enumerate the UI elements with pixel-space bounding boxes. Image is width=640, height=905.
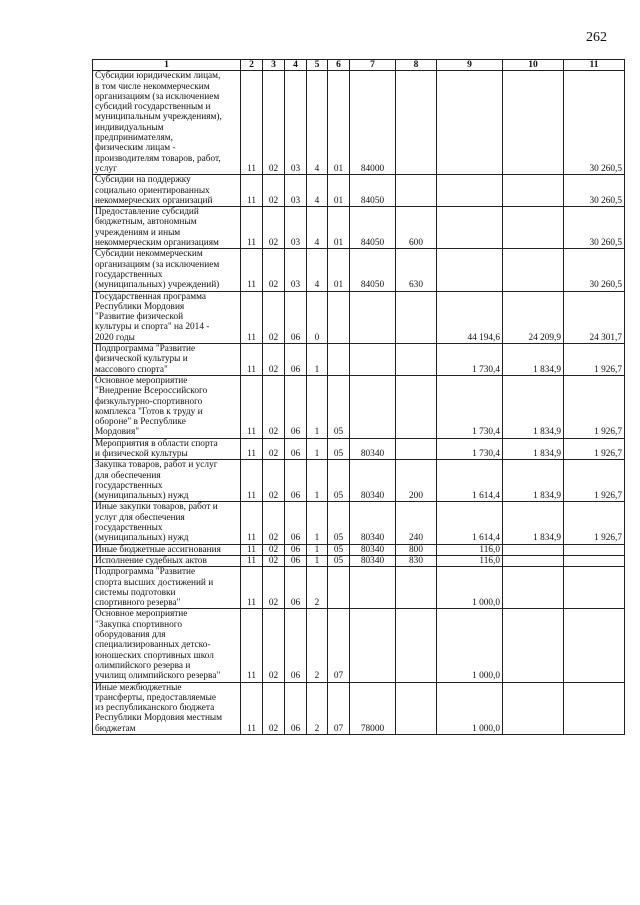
cell-col-7: 84050 [350, 175, 396, 207]
cell-col-7: 80340 [350, 544, 396, 555]
cell-col-8 [396, 567, 437, 609]
row-name-cell: Основное мероприятие "Закупка спортивного оборудования для специализированных детско- юношеских спортивных школ олимпийского резерва и училищ олимпийского резерва" [93, 609, 241, 682]
table-row [93, 249, 625, 291]
cell-col-4: 06 [285, 609, 307, 682]
column-header-4: 4 [285, 60, 307, 71]
cell-col-3: 02 [263, 71, 285, 175]
cell-col-8 [396, 291, 437, 343]
cell-col-11 [564, 555, 625, 566]
cell-col-5: 1 [307, 344, 328, 376]
cell-col-6: 01 [328, 249, 350, 291]
row-name-cell: Основное мероприятие "Внедрение Всероссийского физкультурно-спортивного комплекса "Готов к труду и обороне" в Республике Мордовия" [93, 375, 241, 438]
cell-col-7: 78000 [350, 682, 396, 734]
row-name-cell: Государственная программа Республики Мордовия "Развитие физической культуры и спорта" на 2014 - 2020 годы [93, 291, 241, 343]
cell-col-9: 1 000,0 [437, 682, 503, 734]
table-row [93, 175, 625, 207]
cell-col-6: 07 [328, 682, 350, 734]
cell-col-5: 1 [307, 375, 328, 438]
row-name-cell: Иные закупки товаров, работ и услуг для обеспечения государственных (муниципальных) нужд [93, 502, 241, 544]
column-header-7: 7 [350, 60, 396, 71]
cell-col-10 [503, 207, 564, 249]
cell-col-7 [350, 609, 396, 682]
cell-col-5: 2 [307, 682, 328, 734]
column-header-3: 3 [263, 60, 285, 71]
cell-col-3: 02 [263, 609, 285, 682]
cell-col-3: 02 [263, 502, 285, 544]
cell-col-4: 06 [285, 682, 307, 734]
cell-col-11 [564, 567, 625, 609]
cell-col-4: 06 [285, 460, 307, 502]
cell-col-8 [396, 71, 437, 175]
cell-col-4: 06 [285, 344, 307, 376]
cell-col-9: 1 730,4 [437, 375, 503, 438]
cell-col-2: 11 [241, 460, 263, 502]
cell-col-11 [564, 609, 625, 682]
cell-col-10: 1 834,9 [503, 460, 564, 502]
cell-col-2: 11 [241, 344, 263, 376]
cell-col-3: 02 [263, 555, 285, 566]
table-row [93, 344, 625, 376]
cell-col-8: 800 [396, 544, 437, 555]
cell-col-3: 02 [263, 682, 285, 734]
cell-col-11: 30 260,5 [564, 207, 625, 249]
cell-col-5: 1 [307, 460, 328, 502]
cell-col-2: 11 [241, 567, 263, 609]
cell-col-10 [503, 555, 564, 566]
column-header-6: 6 [328, 60, 350, 71]
cell-col-3: 02 [263, 207, 285, 249]
table-row [93, 291, 625, 343]
cell-col-8 [396, 682, 437, 734]
cell-col-5: 4 [307, 249, 328, 291]
cell-col-10: 1 834,9 [503, 502, 564, 544]
cell-col-11: 1 926,7 [564, 344, 625, 376]
cell-col-10 [503, 249, 564, 291]
budget-table [92, 59, 625, 735]
cell-col-3: 02 [263, 375, 285, 438]
cell-col-6: 07 [328, 609, 350, 682]
cell-col-5: 4 [307, 71, 328, 175]
column-header-1: 1 [93, 60, 241, 71]
cell-col-5: 1 [307, 438, 328, 460]
cell-col-9: 1 000,0 [437, 609, 503, 682]
cell-col-7: 80340 [350, 555, 396, 566]
cell-col-6: 05 [328, 438, 350, 460]
cell-col-9: 1 730,4 [437, 438, 503, 460]
cell-col-3: 02 [263, 438, 285, 460]
cell-col-2: 11 [241, 555, 263, 566]
cell-col-8: 200 [396, 460, 437, 502]
cell-col-6: 01 [328, 175, 350, 207]
cell-col-9 [437, 71, 503, 175]
table-row [93, 609, 625, 682]
cell-col-11: 24 301,7 [564, 291, 625, 343]
cell-col-4: 03 [285, 249, 307, 291]
cell-col-8 [396, 175, 437, 207]
table-row [93, 207, 625, 249]
cell-col-7: 84050 [350, 249, 396, 291]
cell-col-5: 1 [307, 544, 328, 555]
cell-col-8: 830 [396, 555, 437, 566]
cell-col-11 [564, 544, 625, 555]
cell-col-7 [350, 344, 396, 376]
cell-col-4: 06 [285, 438, 307, 460]
cell-col-7 [350, 567, 396, 609]
table-row [93, 567, 625, 609]
cell-col-9: 116,0 [437, 544, 503, 555]
cell-col-7: 80340 [350, 438, 396, 460]
cell-col-6: 05 [328, 555, 350, 566]
cell-col-4: 06 [285, 544, 307, 555]
cell-col-9 [437, 175, 503, 207]
cell-col-9 [437, 207, 503, 249]
cell-col-10: 1 834,9 [503, 375, 564, 438]
cell-col-8: 600 [396, 207, 437, 249]
cell-col-7: 84050 [350, 207, 396, 249]
cell-col-10: 24 209,9 [503, 291, 564, 343]
row-name-cell: Предоставление субсидий бюджетным, автономным учреждениям и иным некоммерческим организациям [93, 207, 241, 249]
cell-col-6: 05 [328, 375, 350, 438]
cell-col-5: 4 [307, 207, 328, 249]
cell-col-3: 02 [263, 249, 285, 291]
cell-col-6 [328, 291, 350, 343]
cell-col-6: 05 [328, 544, 350, 555]
cell-col-9 [437, 249, 503, 291]
cell-col-4: 03 [285, 71, 307, 175]
table-row [93, 555, 625, 566]
table-row [93, 71, 625, 175]
cell-col-3: 02 [263, 567, 285, 609]
cell-col-6: 05 [328, 502, 350, 544]
cell-col-8: 240 [396, 502, 437, 544]
cell-col-10 [503, 609, 564, 682]
cell-col-11: 1 926,7 [564, 502, 625, 544]
cell-col-7 [350, 375, 396, 438]
cell-col-2: 11 [241, 175, 263, 207]
cell-col-7: 80340 [350, 502, 396, 544]
table-row [93, 438, 625, 460]
table-header-row [93, 60, 625, 71]
row-name-cell: Субсидии некоммерческим организациям (за исключением государственных (муниципальных) учреждений) [93, 249, 241, 291]
cell-col-8 [396, 344, 437, 376]
cell-col-6: 05 [328, 460, 350, 502]
row-name-cell: Субсидии юридическим лицам, в том числе некоммерческим организациям (за исключением субсидий государственным и муниципальным учреждениям), индивидуальным предпринимателям, физическим лицам - производителям товаров, работ, услуг [93, 71, 241, 175]
table-body [93, 71, 625, 735]
cell-col-8: 630 [396, 249, 437, 291]
cell-col-9: 1 000,0 [437, 567, 503, 609]
column-header-11: 11 [564, 60, 625, 71]
cell-col-2: 11 [241, 375, 263, 438]
table-row [93, 460, 625, 502]
cell-col-7: 84000 [350, 71, 396, 175]
column-header-2: 2 [241, 60, 263, 71]
row-name-cell: Исполнение судебных актов [93, 555, 241, 566]
table-row [93, 375, 625, 438]
cell-col-10 [503, 567, 564, 609]
table-row [93, 544, 625, 555]
cell-col-11 [564, 682, 625, 734]
cell-col-9: 1 614,4 [437, 460, 503, 502]
column-header-8: 8 [396, 60, 437, 71]
cell-col-2: 11 [241, 71, 263, 175]
cell-col-5: 2 [307, 567, 328, 609]
cell-col-3: 02 [263, 460, 285, 502]
cell-col-9: 44 194,6 [437, 291, 503, 343]
column-header-5: 5 [307, 60, 328, 71]
cell-col-6 [328, 567, 350, 609]
row-name-cell: Иные бюджетные ассигнования [93, 544, 241, 555]
cell-col-10 [503, 71, 564, 175]
cell-col-11: 30 260,5 [564, 175, 625, 207]
cell-col-2: 11 [241, 544, 263, 555]
cell-col-11: 1 926,7 [564, 460, 625, 502]
cell-col-3: 02 [263, 175, 285, 207]
cell-col-5: 0 [307, 291, 328, 343]
cell-col-4: 03 [285, 175, 307, 207]
cell-col-10 [503, 544, 564, 555]
cell-col-2: 11 [241, 291, 263, 343]
cell-col-10 [503, 175, 564, 207]
row-name-cell: Подпрограмма "Развитие физической культуры и массового спорта" [93, 344, 241, 376]
cell-col-7: 80340 [350, 460, 396, 502]
row-name-cell: Мероприятия в области спорта и физической культуры [93, 438, 241, 460]
column-header-9: 9 [437, 60, 503, 71]
cell-col-9: 116,0 [437, 555, 503, 566]
cell-col-6: 01 [328, 71, 350, 175]
row-name-cell: Закупка товаров, работ и услуг для обеспечения государственных (муниципальных) нужд [93, 460, 241, 502]
cell-col-11: 1 926,7 [564, 375, 625, 438]
row-name-cell: Субсидии на поддержку социально ориентированных некоммерческих организаций [93, 175, 241, 207]
cell-col-6 [328, 344, 350, 376]
cell-col-3: 02 [263, 344, 285, 376]
cell-col-4: 06 [285, 291, 307, 343]
cell-col-8 [396, 438, 437, 460]
cell-col-5: 4 [307, 175, 328, 207]
row-name-cell: Подпрограмма "Развитие спорта высших достижений и системы подготовки спортивного резерва" [93, 567, 241, 609]
cell-col-11: 1 926,7 [564, 438, 625, 460]
cell-col-4: 06 [285, 567, 307, 609]
cell-col-4: 03 [285, 207, 307, 249]
cell-col-10 [503, 682, 564, 734]
cell-col-5: 2 [307, 609, 328, 682]
cell-col-2: 11 [241, 438, 263, 460]
table-row [93, 682, 625, 734]
cell-col-3: 02 [263, 291, 285, 343]
cell-col-5: 1 [307, 502, 328, 544]
cell-col-3: 02 [263, 544, 285, 555]
cell-col-8 [396, 609, 437, 682]
cell-col-2: 11 [241, 609, 263, 682]
cell-col-2: 11 [241, 249, 263, 291]
cell-col-2: 11 [241, 682, 263, 734]
page-number: 262 [586, 30, 607, 45]
cell-col-2: 11 [241, 207, 263, 249]
cell-col-4: 06 [285, 375, 307, 438]
cell-col-9: 1 730,4 [437, 344, 503, 376]
cell-col-5: 1 [307, 555, 328, 566]
cell-col-2: 11 [241, 502, 263, 544]
cell-col-8 [396, 375, 437, 438]
cell-col-10: 1 834,9 [503, 438, 564, 460]
cell-col-11: 30 260,5 [564, 71, 625, 175]
table-row [93, 502, 625, 544]
cell-col-7 [350, 291, 396, 343]
column-header-10: 10 [503, 60, 564, 71]
cell-col-11: 30 260,5 [564, 249, 625, 291]
cell-col-10: 1 834,9 [503, 344, 564, 376]
cell-col-6: 01 [328, 207, 350, 249]
cell-col-4: 06 [285, 502, 307, 544]
cell-col-4: 06 [285, 555, 307, 566]
cell-col-9: 1 614,4 [437, 502, 503, 544]
row-name-cell: Иные межбюджетные трансферты, предоставляемые из республиканского бюджета Республики Мордовия местным бюджетам [93, 682, 241, 734]
